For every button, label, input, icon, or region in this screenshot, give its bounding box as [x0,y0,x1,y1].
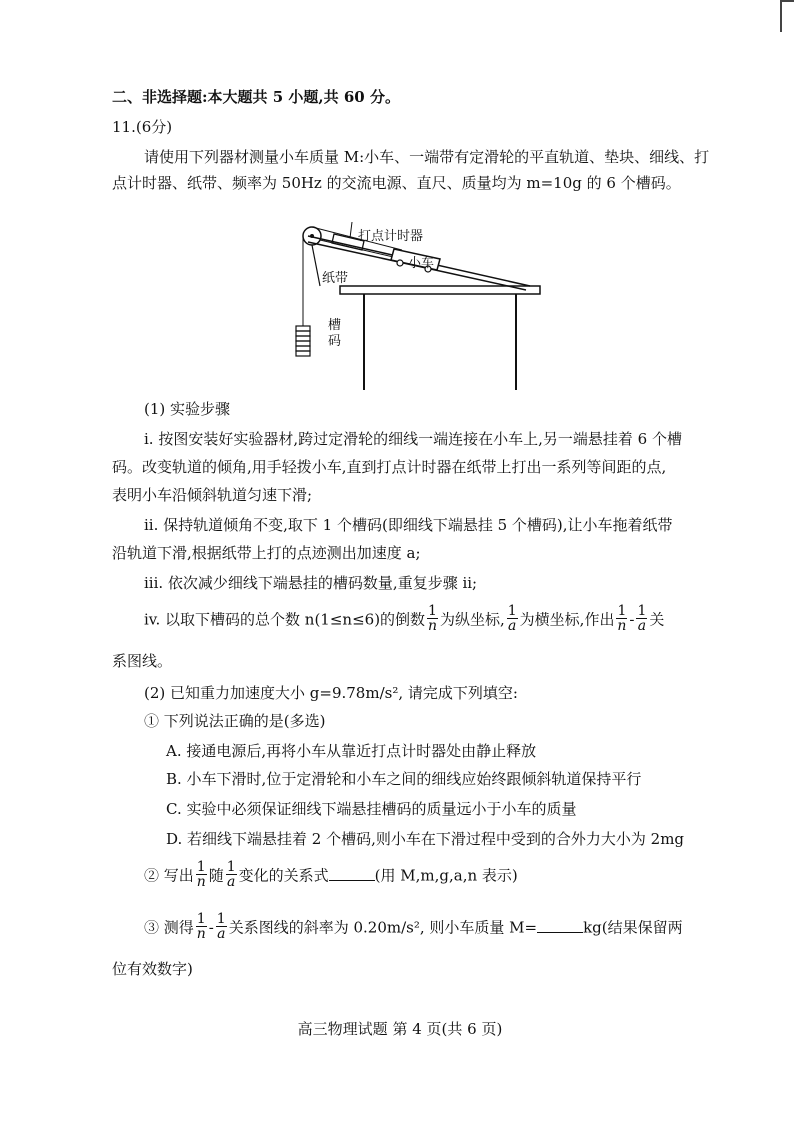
part2-title: (2) 已知重力加速度大小 g=9.78m/s², 请完成下列填空: [144,684,518,702]
fraction-one-over-n: $\frac{1}{n}$ [617,603,627,634]
step-iv-line-2: 系图线。 [112,652,173,670]
question-11-header: 11.(6分) [112,118,173,136]
part1-title: (1) 实验步骤 [144,400,231,418]
option-c: C. 实验中必须保证细线下端悬挂槽码的质量远小于小车的质量 [166,800,577,818]
step-ii-line-2: 沿轨道下滑,根据纸带上打的点迹测出加速度 a; [112,544,421,562]
step-ii-line-1: ii. 保持轨道倾角不变,取下 1 个槽码(即细线下端悬挂 5 个槽码),让小车拖着纸带 [144,516,673,534]
subquestion-2: ② 写出 $\frac{1}{n}$ 随 $\frac{1}{a}$ 变化的关系式 (用 M,m,g,a,n 表示) [144,859,518,890]
step-iii: iii. 依次减少细线下端悬挂的槽码数量,重复步骤 ii; [144,574,478,592]
subquestion-1-title: ① 下列说法正确的是(多选) [144,712,326,730]
subquestion-3: ③ 测得 $\frac{1}{n}$ - $\frac{1}{a}$ 关系图线的斜率为 0.20m/s², 则小车质量 M= kg(结果保留两 [144,911,683,942]
label-weights: 槽码 [328,318,342,349]
fraction-one-over-a: $\frac{1}{a}$ [507,603,517,634]
fraction-one-over-a: $\frac{1}{a}$ [637,603,647,634]
label-tape: 纸带 [322,271,349,286]
fraction-one-over-a: $\frac{1}{a}$ [226,859,236,890]
label-cart: 小车 [408,256,435,271]
fraction-one-over-n: $\frac{1}{n}$ [196,859,206,890]
page-footer: 高三物理试题 第 4 页(共 6 页) [297,1020,503,1038]
step-iv-line: iv. 以取下槽码的总个数 n(1≤n≤6)的倒数 $\frac{1}{n}$ 为纵坐标, $\frac{1}{a}$ 为横坐标,作出 $\frac{1}{n}$ - $\frac{1}{a}$ 关 [144,603,665,634]
scan-corner-mark [780,0,794,32]
intro-line-2: 点计时器、纸带、频率为 50Hz 的交流电源、直尺、质量均为 m=10g 的 6 个槽码。 [112,174,681,192]
section-title: 二、非选择题:本大题共 5 小题,共 60 分。 [112,88,400,106]
subquestion-3-line-2: 位有效数字) [112,960,193,978]
fraction-one-over-a: $\frac{1}{a}$ [216,911,226,942]
fraction-one-over-n: $\frac{1}{n}$ [427,603,438,634]
step-i-line-3: 表明小车沿倾斜轨道匀速下滑; [112,486,313,504]
answer-blank[interactable] [537,918,583,933]
hanging-weights [296,326,310,356]
answer-blank[interactable] [329,866,375,881]
fraction-one-over-n: $\frac{1}{n}$ [196,911,206,942]
label-timer: 打点计时器 [358,229,424,244]
step-i-line-1: i. 按图安装好实验器材,跨过定滑轮的细线一端连接在小车上,另一端悬挂着 6 个槽 [144,430,682,448]
intro-line-1: 请使用下列器材测量小车质量 M:小车、一端带有定滑轮的平直轨道、垫块、细线、打 [144,148,710,166]
step-i-line-2: 码。改变轨道的倾角,用手轻拨小车,直到打点计时器在纸带上打出一系列等间距的点, [112,458,667,476]
cart-wheel [397,260,403,266]
option-a: A. 接通电源后,再将小车从靠近打点计时器处由静止释放 [166,742,537,760]
option-d: D. 若细线下端悬挂着 2 个槽码,则小车在下滑过程中受到的合外力大小为 2mg [166,830,685,848]
option-b: B. 小车下滑时,位于定滑轮和小车之间的细线应始终跟倾斜轨道保持平行 [166,770,642,788]
